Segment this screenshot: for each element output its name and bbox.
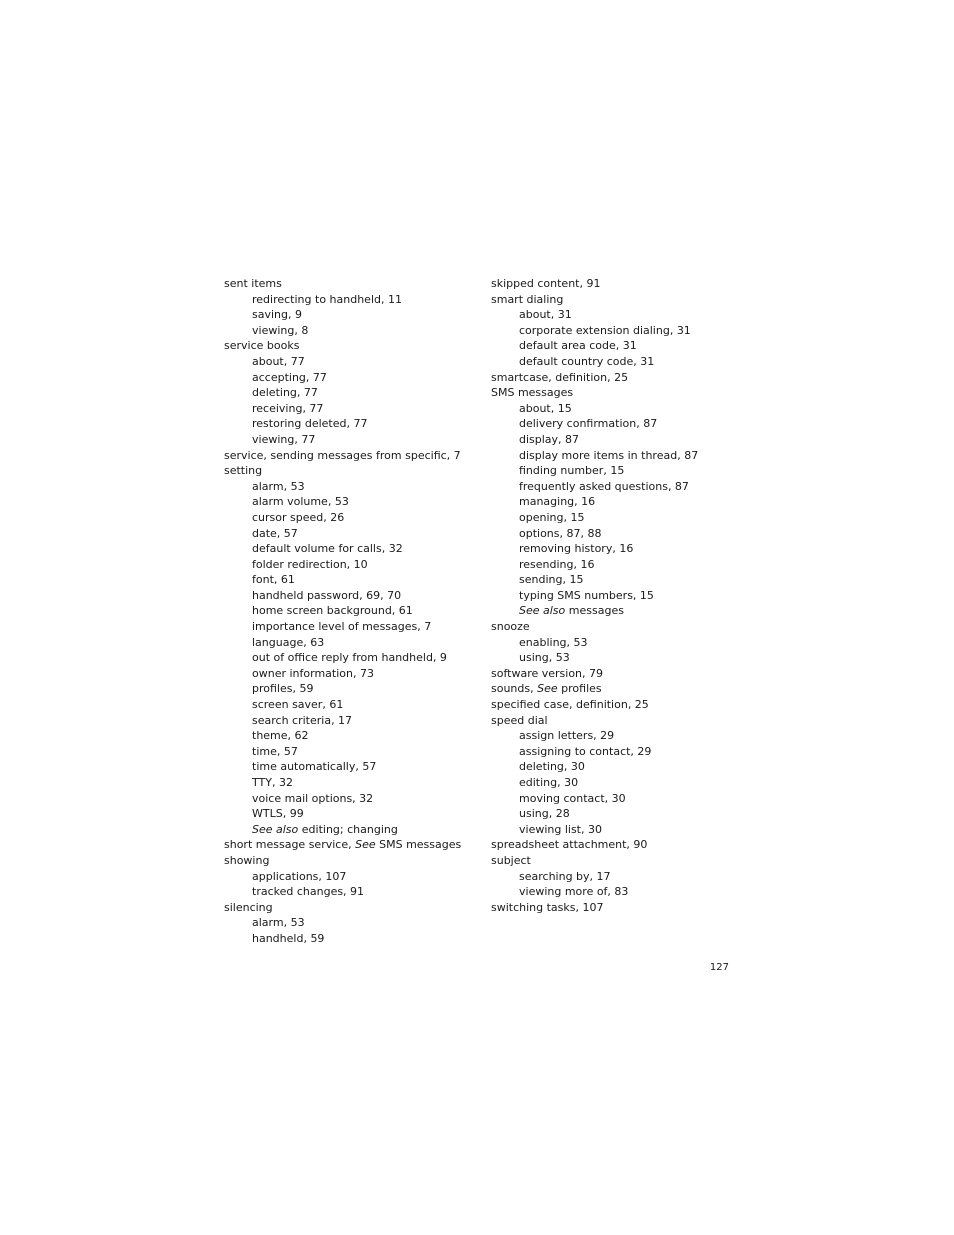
entry-text: corporate extension dialing, 31: [519, 323, 691, 337]
entry-text: resending, 16: [519, 557, 595, 571]
entry-text: restoring deleted, 77: [252, 417, 368, 431]
index-subentry: [491, 759, 741, 775]
entry-text: smartcase, definition, 25: [491, 370, 629, 384]
index-subentry: [224, 650, 474, 666]
index-entry: [491, 713, 741, 729]
index-subentry: [224, 869, 474, 885]
entry-text: accepting, 77: [252, 370, 327, 384]
index-subentry: [491, 354, 741, 370]
entry-text: delivery confirmation, 87: [519, 417, 658, 431]
index-entry: [224, 853, 474, 869]
index-subentry: [224, 759, 474, 775]
index-subentry: [224, 697, 474, 713]
index-subentry: [491, 775, 741, 791]
entry-text: frequently asked questions, 87: [519, 479, 689, 493]
entry-text: silencing: [224, 900, 273, 914]
entry-text: assigning to contact, 29: [519, 744, 652, 758]
entry-text: cursor speed, 26: [252, 510, 345, 524]
index-entry: [491, 853, 741, 869]
cross-reference: See: [355, 838, 376, 852]
entry-text: alarm volume, 53: [252, 495, 349, 509]
index-subentry: [224, 541, 474, 557]
index-subentry: [491, 884, 741, 900]
entry-text: skipped content, 91: [491, 277, 601, 290]
index-entry: [491, 697, 741, 713]
entry-text: SMS messages: [491, 386, 574, 400]
entry-text: searching by, 17: [519, 869, 611, 883]
cross-reference: See: [537, 682, 558, 696]
index-subentry: [224, 588, 474, 604]
entry-text: folder redirection, 10: [252, 557, 368, 571]
entry-text: managing, 16: [519, 495, 596, 509]
entry-text: snooze: [491, 620, 530, 634]
index-subentry: [491, 432, 741, 448]
entry-text: using, 28: [519, 807, 570, 821]
entry-text: opening, 15: [519, 510, 585, 524]
index-entry: [224, 338, 474, 354]
index-subentry: [224, 619, 474, 635]
index-subentry: [224, 915, 474, 931]
entry-text: typing SMS numbers, 15: [519, 588, 654, 602]
entry-prefix: short message service,: [224, 838, 356, 852]
entry-text: sent items: [224, 277, 282, 290]
index-subentry: [224, 401, 474, 417]
entry-text: display, 87: [519, 432, 580, 446]
index-subentry: [224, 822, 474, 838]
index-subentry: [224, 510, 474, 526]
entry-text: about, 31: [519, 308, 572, 322]
index-subentry: [491, 744, 741, 760]
entry-text: handheld, 59: [252, 931, 325, 945]
index-entry: [224, 463, 474, 479]
index-entry: [491, 681, 741, 697]
index-subentry: [224, 603, 474, 619]
index-subentry: [491, 806, 741, 822]
index-entry: [491, 900, 741, 916]
entry-text: owner information, 73: [252, 666, 374, 680]
index-subentry: [491, 479, 741, 495]
index-subentry: [224, 494, 474, 510]
index-subentry: [224, 791, 474, 807]
entry-text: search criteria, 17: [252, 713, 353, 727]
index-subentry: [491, 869, 741, 885]
index-subentry: [224, 432, 474, 448]
index-subentry: [224, 572, 474, 588]
index-subentry: [491, 822, 741, 838]
index-subentry: [224, 713, 474, 729]
entry-text: enabling, 53: [519, 635, 588, 649]
entry-text: WTLS, 99: [252, 807, 304, 821]
index-subentry: [491, 541, 741, 557]
entry-text: receiving, 77: [252, 401, 324, 415]
index-subentry: [491, 728, 741, 744]
page-number: 127: [709, 962, 729, 973]
index-subentry: [224, 681, 474, 697]
index-column-right: [491, 276, 741, 915]
index-entry: [491, 276, 741, 292]
entry-text: theme, 62: [252, 729, 309, 743]
entry-text: SMS messages: [375, 838, 462, 852]
index-subentry: [491, 557, 741, 573]
index-subentry: [224, 416, 474, 432]
index-entry: [491, 666, 741, 682]
index-subentry: [224, 666, 474, 682]
entry-text: default volume for calls, 32: [252, 542, 403, 556]
entry-text: switching tasks, 107: [491, 900, 604, 914]
index-subentry: [491, 791, 741, 807]
index-subentry: [491, 307, 741, 323]
entry-text: handheld password, 69, 70: [252, 588, 402, 602]
index-subentry: [224, 557, 474, 573]
entry-text: importance level of messages, 7: [252, 620, 432, 634]
index-subentry: [491, 588, 741, 604]
entry-text: assign letters, 29: [519, 729, 615, 743]
index-subentry: [491, 494, 741, 510]
entry-text: setting: [224, 464, 263, 478]
entry-text: deleting, 77: [252, 386, 318, 400]
entry-text: default country code, 31: [519, 354, 655, 368]
entry-text: language, 63: [252, 635, 325, 649]
index-subentry: [491, 510, 741, 526]
entry-text: specified case, definition, 25: [491, 698, 649, 712]
index-entry: [224, 900, 474, 916]
entry-text: spreadsheet attachment, 90: [491, 838, 648, 852]
index-subentry: [224, 635, 474, 651]
index-subentry: [224, 884, 474, 900]
entry-text: sending, 15: [519, 573, 584, 587]
index-entry: [491, 385, 741, 401]
entry-text: out of office reply from handheld, 9: [252, 651, 447, 665]
entry-text: messages: [565, 604, 624, 618]
index-subentry: [491, 416, 741, 432]
index-subentry: [491, 448, 741, 464]
cross-reference: See also: [252, 822, 299, 836]
entry-text: font, 61: [252, 573, 295, 587]
index-subentry: [224, 728, 474, 744]
index-column-left: [224, 276, 474, 947]
entry-prefix: sounds,: [491, 682, 538, 696]
index-subentry: [491, 323, 741, 339]
entry-text: subject: [491, 853, 531, 867]
cross-reference: See also: [519, 604, 566, 618]
index-entry: [224, 837, 474, 853]
entry-text: service books: [224, 339, 300, 353]
entry-text: finding number, 15: [519, 464, 625, 478]
index-entry: [224, 276, 474, 292]
index-subentry: [224, 479, 474, 495]
entry-text: using, 53: [519, 651, 570, 665]
index-entry: [224, 448, 474, 464]
entry-text: applications, 107: [252, 869, 347, 883]
entry-text: time automatically, 57: [252, 760, 377, 774]
entry-text: screen saver, 61: [252, 698, 344, 712]
index-subentry: [491, 650, 741, 666]
entry-text: viewing, 77: [252, 432, 316, 446]
index-subentry: [224, 775, 474, 791]
index-entry: [491, 370, 741, 386]
entry-text: date, 57: [252, 526, 298, 540]
entry-text: about, 77: [252, 354, 305, 368]
index-subentry: [491, 401, 741, 417]
index-subentry: [224, 931, 474, 947]
index-entry: [491, 837, 741, 853]
entry-text: alarm, 53: [252, 479, 305, 493]
entry-text: home screen background, 61: [252, 604, 413, 618]
entry-text: software version, 79: [491, 666, 604, 680]
entry-text: time, 57: [252, 744, 298, 758]
entry-text: default area code, 31: [519, 339, 637, 353]
index-subentry: [224, 806, 474, 822]
entry-text: options, 87, 88: [519, 526, 602, 540]
index-subentry: [224, 370, 474, 386]
entry-text: viewing list, 30: [519, 822, 602, 836]
index-subentry: [491, 338, 741, 354]
index-subentry: [224, 307, 474, 323]
entry-text: smart dialing: [491, 292, 564, 306]
entry-text: voice mail options, 32: [252, 791, 374, 805]
index-subentry: [224, 744, 474, 760]
index-subentry: [491, 526, 741, 542]
index-subentry: [224, 292, 474, 308]
index-subentry: [224, 354, 474, 370]
entry-text: alarm, 53: [252, 916, 305, 930]
entry-text: editing; changing: [298, 822, 398, 836]
entry-text: tracked changes, 91: [252, 885, 365, 899]
entry-text: deleting, 30: [519, 760, 585, 774]
entry-text: showing: [224, 853, 270, 867]
entry-text: speed dial: [491, 713, 548, 727]
index-subentry: [224, 323, 474, 339]
entry-text: viewing more of, 83: [519, 885, 629, 899]
entry-text: editing, 30: [519, 776, 579, 789]
index-subentry: [224, 526, 474, 542]
entry-text: removing history, 16: [519, 542, 634, 556]
index-entry: [491, 619, 741, 635]
index-subentry: [224, 385, 474, 401]
entry-text: saving, 9: [252, 308, 302, 322]
entry-text: about, 15: [519, 401, 572, 415]
entry-text: redirecting to handheld, 11: [252, 292, 402, 306]
index-subentry: [491, 463, 741, 479]
entry-text: TTY, 32: [252, 776, 293, 789]
entry-text: viewing, 8: [252, 323, 309, 337]
entry-text: service, sending messages from specific, 7: [224, 448, 461, 462]
entry-text: profiles: [557, 682, 602, 696]
entry-text: moving contact, 30: [519, 791, 626, 805]
index-entry: [491, 292, 741, 308]
index-subentry: [491, 635, 741, 651]
index-subentry: [491, 603, 741, 619]
index-subentry: [491, 572, 741, 588]
entry-text: display more items in thread, 87: [519, 448, 699, 462]
entry-text: profiles, 59: [252, 682, 314, 696]
